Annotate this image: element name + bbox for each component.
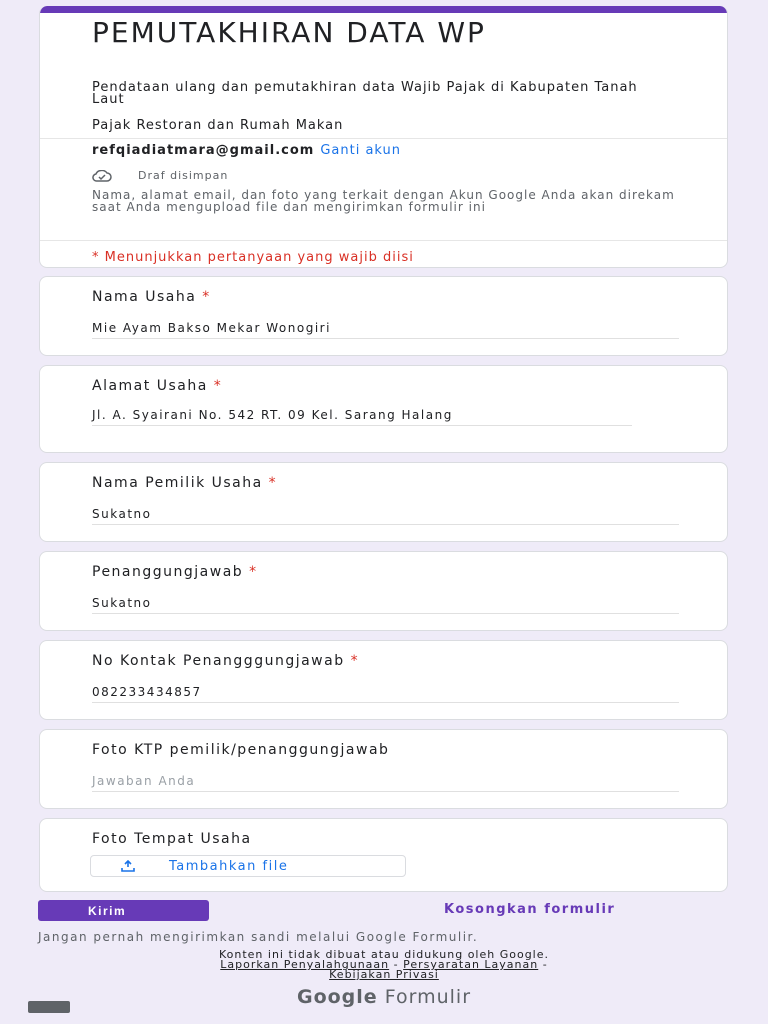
question-card bbox=[39, 551, 728, 631]
form-subdescription: Pajak Restoran dan Rumah Makan bbox=[92, 118, 344, 133]
question-card bbox=[39, 640, 728, 720]
required-star: * bbox=[249, 564, 258, 580]
accent-bar bbox=[40, 6, 727, 13]
question-label: Nama Pemilik Usaha * bbox=[92, 475, 278, 491]
google-forms-logo[interactable]: Google Formulir bbox=[296, 986, 472, 1008]
divider bbox=[40, 240, 727, 241]
add-file-button[interactable] bbox=[90, 855, 406, 877]
divider bbox=[40, 138, 727, 139]
feedback-icon[interactable] bbox=[28, 1001, 70, 1013]
question-card bbox=[39, 729, 728, 809]
alamat-usaha-input[interactable]: Jl. A. Syairani No. 542 RT. 09 Kel. Sarang Halang bbox=[92, 410, 632, 426]
question-card bbox=[39, 276, 728, 356]
disclaimer: Konten ini tidak dibuat atau didukung oleh Google. Laporkan Penyalahgunaan - Persyaratan Layanan - Kebijakan Privasi bbox=[0, 950, 768, 980]
required-star: * bbox=[213, 378, 223, 394]
nama-usaha-input[interactable]: Mie Ayam Bakso Mekar Wonogiri bbox=[92, 323, 679, 339]
no-kontak-input[interactable]: 082233434857 bbox=[92, 687, 679, 703]
report-abuse-link[interactable]: Laporkan Penyalahgunaan bbox=[220, 958, 390, 971]
clear-form-link[interactable]: Kosongkan formulir bbox=[444, 902, 616, 917]
required-star: * bbox=[268, 475, 278, 491]
form-title: PEMUTAKHIRAN DATA WP bbox=[92, 16, 486, 49]
question-label: Nama Usaha * bbox=[92, 289, 211, 305]
upload-icon bbox=[121, 860, 135, 872]
question-label: Foto KTP pemilik/penanggungjawab bbox=[92, 742, 390, 758]
question-label: Foto Tempat Usaha bbox=[92, 831, 252, 847]
switch-account-link[interactable]: Ganti akun bbox=[320, 143, 402, 158]
password-warning: Jangan pernah mengirimkan sandi melalui Google Formulir. bbox=[38, 930, 479, 944]
account-email: refqiadiatmara@gmail.com bbox=[92, 143, 315, 158]
question-card bbox=[39, 365, 728, 453]
required-star: * bbox=[202, 289, 211, 305]
privacy-notice: Nama, alamat email, dan foto yang terkait dengan Akun Google Anda akan direkam saat Anda mengupload file dan mengirimkan formulir ini bbox=[92, 188, 675, 214]
foto-ktp-input[interactable]: Jawaban Anda bbox=[92, 776, 679, 792]
submit-button[interactable]: Kirim bbox=[38, 900, 209, 921]
question-card bbox=[39, 462, 728, 542]
cloud-check-icon bbox=[92, 170, 112, 182]
form-description: Pendataan ulang dan pemutakhiran data Wajib Pajak di Kabupaten Tanah Laut bbox=[92, 80, 638, 107]
question-card bbox=[39, 818, 728, 892]
terms-link[interactable]: Persyaratan Layanan bbox=[403, 958, 539, 971]
required-star: * bbox=[350, 653, 360, 669]
question-label: Penanggungjawab * bbox=[92, 564, 258, 580]
penanggungjawab-input[interactable]: Sukatno bbox=[92, 598, 679, 614]
required-note: * Menunjukkan pertanyaan yang wajib diisi bbox=[92, 250, 414, 265]
draft-status bbox=[92, 169, 228, 182]
form-header-card bbox=[39, 6, 728, 268]
nama-pemilik-input[interactable]: Sukatno bbox=[92, 509, 679, 525]
account-row bbox=[92, 143, 401, 158]
draft-status-text: Draf disimpan bbox=[138, 169, 229, 182]
question-label: Alamat Usaha * bbox=[92, 378, 223, 394]
question-label: No Kontak Penangggungjawab * bbox=[92, 653, 360, 669]
disclaimer-text: Konten ini tidak dibuat atau didukung oleh Google. bbox=[218, 948, 550, 961]
privacy-link[interactable]: Kebijakan Privasi bbox=[329, 968, 439, 981]
add-file-label: Tambahkan file bbox=[169, 858, 289, 874]
